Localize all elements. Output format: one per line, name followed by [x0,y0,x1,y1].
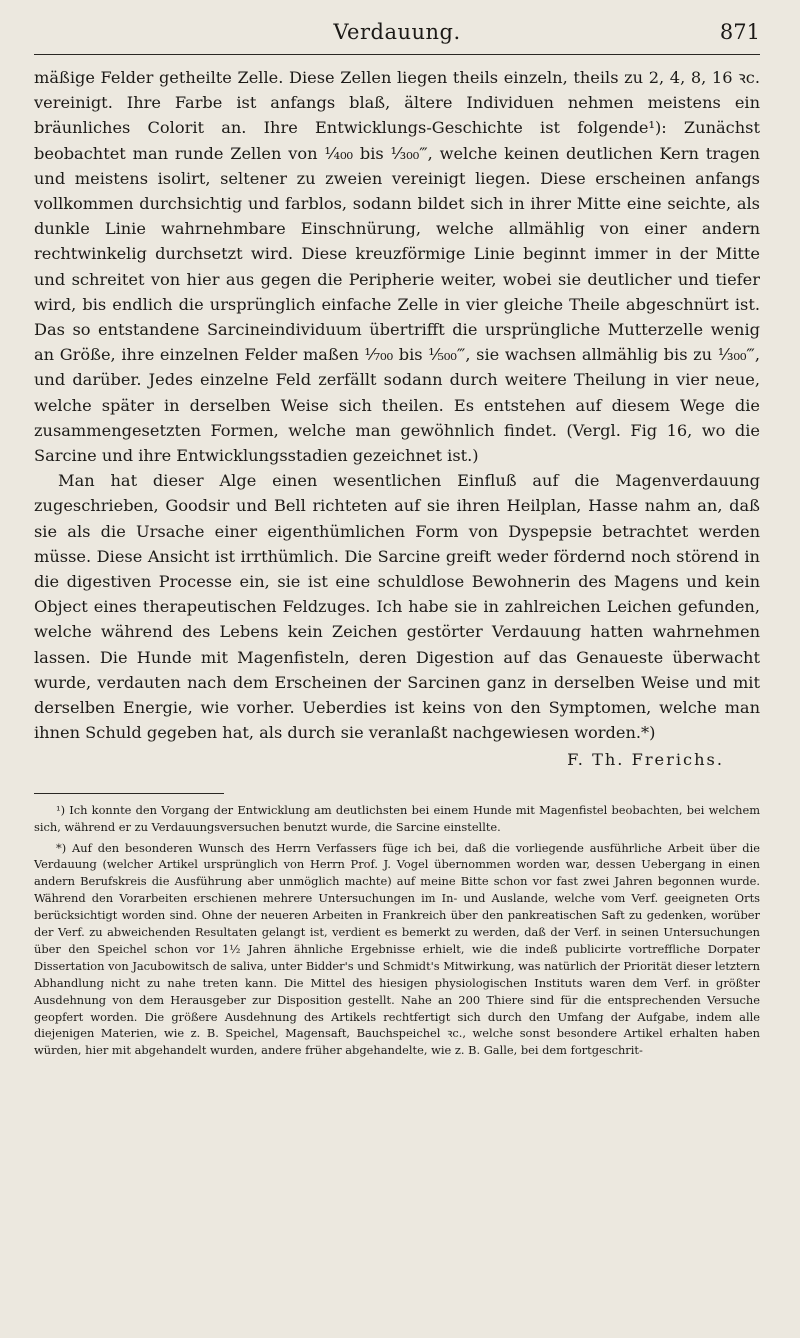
page-number: 871 [719,20,760,44]
paragraph-sarcine-influence: Man hat dieser Alge einen wesentlichen Einfluß auf die Magenverdauung zugeschrieben, Goodsir und Bell richteten auf sie ihren Heilplan, Hasse nahm an, daß sie als die Ursache einer eigenthümlichen Form von Dyspepsie betrachtet werden müsse. Diese Ansicht ist irrthümlich. Die Sarcine greift weder fördernd noch störend in die digestiven Processe ein, sie ist eine schuldlose Bewohnerin des Magens und kein Object eines therapeutischen Feldzuges. Ich habe sie in zahlreichen Leichen gefunden, welche während des Lebens kein Zeichen gestörter Verdauung hatten wahrnehmen lassen. Die Hunde mit Magenfisteln, deren Digestion auf das Genaueste überwacht wurde, verdauten nach dem Erscheinen der Sarcinen ganz in derselben Weise und mit derselben Energie, wie vorher. Ueberdies ist keins von den Symptomen, welche man ihnen Schuld gegeben hat, als durch sie veranlaßt nachgewiesen worden.*) [34,471,760,743]
paragraph-sarcine-development: mäßige Felder getheilte Zelle. Diese Zellen liegen theils einzeln, theils zu 2, 4, 8, 16 ꝛc. vereinigt. Ihre Farbe ist anfangs blaß, ältere Individuen nehmen meistens ein bräunliches Colorit an. Ihre Entwicklungs-Geschichte ist folgende¹): Zunächst beobachtet man runde Zellen von ¹⁄₄₀₀ bis ¹⁄₃₀₀‴, welche keinen deutlichen Kern tragen und meistens isolirt, seltener zu zweien vereinigt liegen. Diese erscheinen anfangs vollkommen durchsichtig und farblos, sodann bildet sich in ihrer Mitte eine seichte, als dunkle Linie wahrnehmbare Einschnürung, welche allmählig von einer andern rechtwinkelig durchsetzt wird. Diese kreuzförmige Linie beginnt immer in der Mitte und schreitet von hier aus gegen die Peripherie weiter, wobei sie deutlicher und tiefer wird, bis endlich die ursprünglich einfache Zelle in vier gleiche Theile abgeschnürt ist. Das so entstandene Sarcineindividuum übertrifft die ursprüngliche Mutterzelle wenig an Größe, ihre einzelnen Felder maßen ¹⁄₇₀₀ bis ¹⁄₅₀₀‴, sie wachsen allmählig bis zu ¹⁄₃₀₀‴, und darüber. Jedes einzelne Feld zerfällt sodann durch weitere Theilung in vier neue, welche später in derselben Weise sich theilen. Es entstehen auf diesem Wege die zusammengesetzten Formen, welche man gewöhnlich findet. (Vergl. Fig 16, wo die Sarcine und ihre Entwicklungsstadien gezeichnet ist.) [34,68,760,466]
main-text [34,65,760,773]
footnote-divider [34,793,224,794]
footnote-star: *) Auf den besonderen Wunsch des Herrn Verfassers füge ich bei, daß die vorliegende ausführliche Arbeit über die Verdauung (welcher Artikel ursprünglich von Herrn Prof. J. Vogel übernommen worden war, dessen Uebergang in einen andern Berufskreis die Ausführung aber unmöglich machte) auf meine Bitte schon vor fast zwei Jahren begonnen wurde. Während den Vorarbeiten erschienen mehrere Untersuchungen im In- und Auslande, welche vom Verf. geeigneten Orts berücksichtigt worden sind. Ohne der neueren Arbeiten in Frankreich über den pankreatischen Saft zu gedenken, worüber der Verf. zu abweichenden Resultaten gelangt ist, verdient es bemerkt zu werden, daß der Verf. in seinen Untersuchungen über den Speichel schon vor 1½ Jahren ähnliche Ergebnisse erhielt, wie die indeß publicirte vortreffliche Dorpater Dissertation von Jacubowitsch de saliva, unter Bidder's und Schmidt's Mitwirkung, was natürlich der Priorität dieser letztern Abhandlung nicht zu nahe treten kann. Die Mittel des hiesigen physiologischen Instituts waren dem Verf. in größter Ausdehnung von dem Herausgeber zur Disposition gestellt. Nahe an 200 Thiere sind für die entsprechenden Versuche geopfert worden. Die größere Ausdehnung des Artikels rechtfertigt sich durch den Umfang der Aufgabe, indem alle diejenigen Materien, wie z. B. Speichel, Magensaft, Bauchspeichel ꝛc., welche sonst besondere Artikel erhalten haben würden, hier mit abgehandelt wurden, andere früher abgehandelte, wie z. B. Galle, bei dem fortgeschrit- [34,840,760,1058]
footnotes [34,802,760,1060]
author-signature: F. Th. Frerichs. [567,750,724,770]
running-header [34,18,760,55]
footnote-1: ¹) Ich konnte den Vorgang der Entwicklung am deutlichsten bei einem Hunde mit Magenfistel beobachten, bei welchem sich, während er zu Verdauungsversuchen benutzt wurde, die Sarcine einstellte. [34,802,760,834]
running-title: Verdauung. [333,20,461,44]
